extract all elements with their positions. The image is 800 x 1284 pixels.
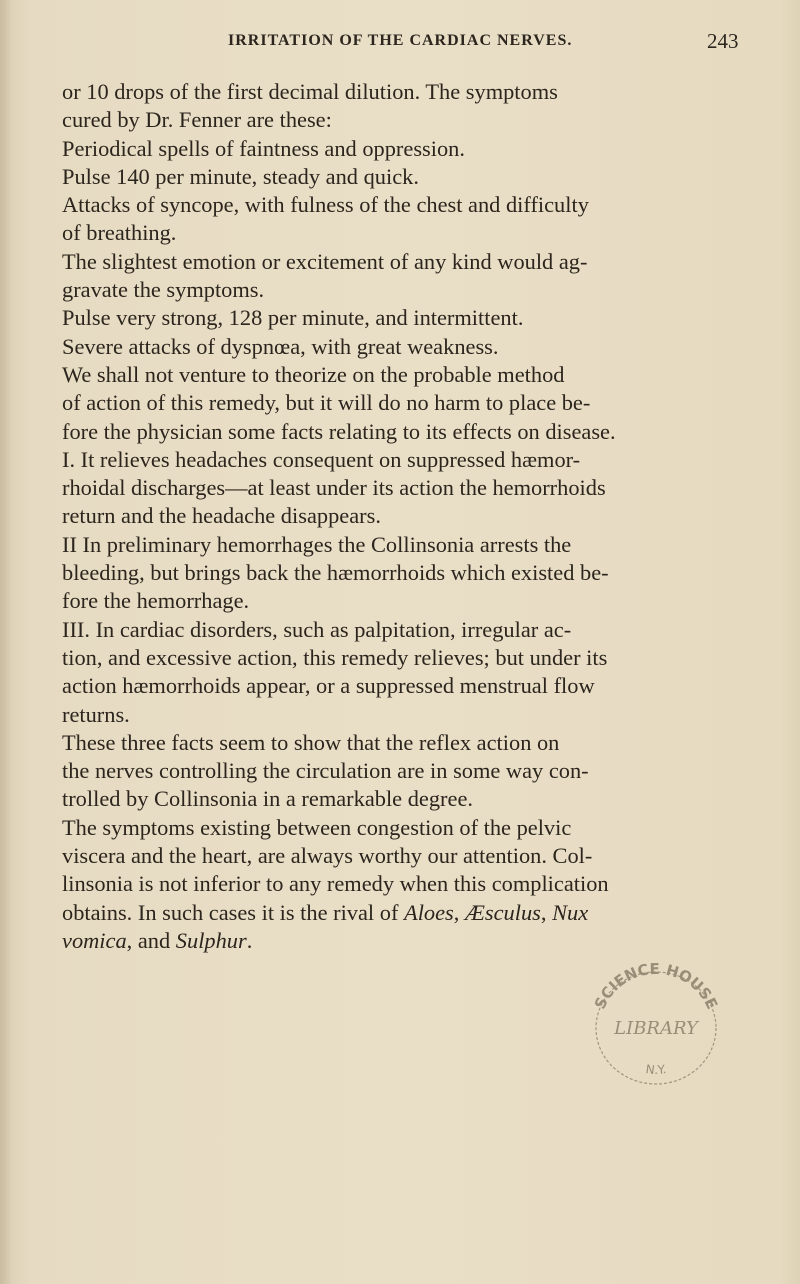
text-line: tion, and excessive action, this remedy relieves; but under its [62,644,608,670]
text-line: Pulse very strong, 128 per minute, and intermittent. [62,305,524,331]
text-line: linsonia is not inferior to any remedy when this complication [62,871,609,897]
text-line: III. In cardiac disorders, such as palpitation, irregular ac- [62,616,572,642]
text-line: The symptoms existing between congestion of the pelvic [62,814,572,840]
text-line: Pulse 140 per minute, steady and quick. [62,163,419,189]
text-line: returns. [62,701,130,727]
separator: , [540,899,553,925]
text-line: the nerves controlling the circulation are in some way con- [62,758,589,784]
text-line: obtains. In such cases it is the rival of [62,899,399,925]
body-text [62,78,762,955]
text-line: return and the headache disappears. [62,503,381,529]
text-line: We shall not venture to theorize on the probable method [62,361,565,387]
text-line: or 10 drops of the first decimal dilution. The symptoms [62,79,558,104]
italic-term-sulphur: Sulphur [175,927,247,953]
text-line: II In preliminary hemorrhages the Collinsonia arrests the [62,531,572,557]
stamp-text-bottom: N.Y. [644,1062,668,1078]
stamp-text-mid: LIBRARY [614,1018,698,1039]
italic-term-aloes: Aloes [404,899,454,925]
text-line: gravate the symptoms. [62,277,265,303]
text-line: cured by Dr. Fenner are these: [62,107,332,133]
text-line: of action of this remedy, but it will do no harm to place be- [62,390,591,416]
text-line: Attacks of syncope, with fulness of the chest and difficulty [62,192,589,218]
text-line: viscera and the heart, are always worthy our attention. Col- [62,843,593,869]
page-edge-shadow [0,0,12,1284]
italic-term-aesculus: Æsculus [464,899,541,925]
page-header [0,29,800,56]
stamp-text-top: SCIENCE HOUSE [590,960,722,1012]
text-line: These three facts seem to show that the reflex action on [62,729,560,755]
library-stamp [586,960,726,1090]
text-line: I. It relieves headaches consequent on suppressed hæmor- [62,446,581,472]
text-line: of breathing. [62,220,177,246]
italic-term-vomica: vomica [62,927,127,953]
italic-term-nux: Nux [552,899,589,925]
separator: , and [126,927,176,953]
text-line: The slightest emotion or excitement of any kind would ag- [62,248,588,274]
text-line: bleeding, but brings back the hæmorrhoids which existed be- [62,560,609,586]
text-line: trolled by Collinsonia in a remarkable degree. [62,786,473,812]
final-line [62,927,762,955]
text-line-with-italics [62,899,762,927]
text-line: Periodical spells of faintness and oppression. [62,135,465,161]
running-head: IRRITATION OF THE CARDIAC NERVES. [228,32,573,49]
text-line: action hæmorrhoids appear, or a suppressed menstrual flow [62,673,595,699]
period: . [246,927,253,953]
separator: , [453,899,465,925]
text-line: fore the physician some facts relating to its effects on disease. [62,418,616,444]
text-line: rhoidal discharges—at least under its action the hemorrhoids [62,475,606,501]
page-number: 243 [707,29,739,53]
text-line: fore the hemorrhage. [62,588,250,614]
text-line: Severe attacks of dyspnœa, with great weakness. [62,333,499,359]
